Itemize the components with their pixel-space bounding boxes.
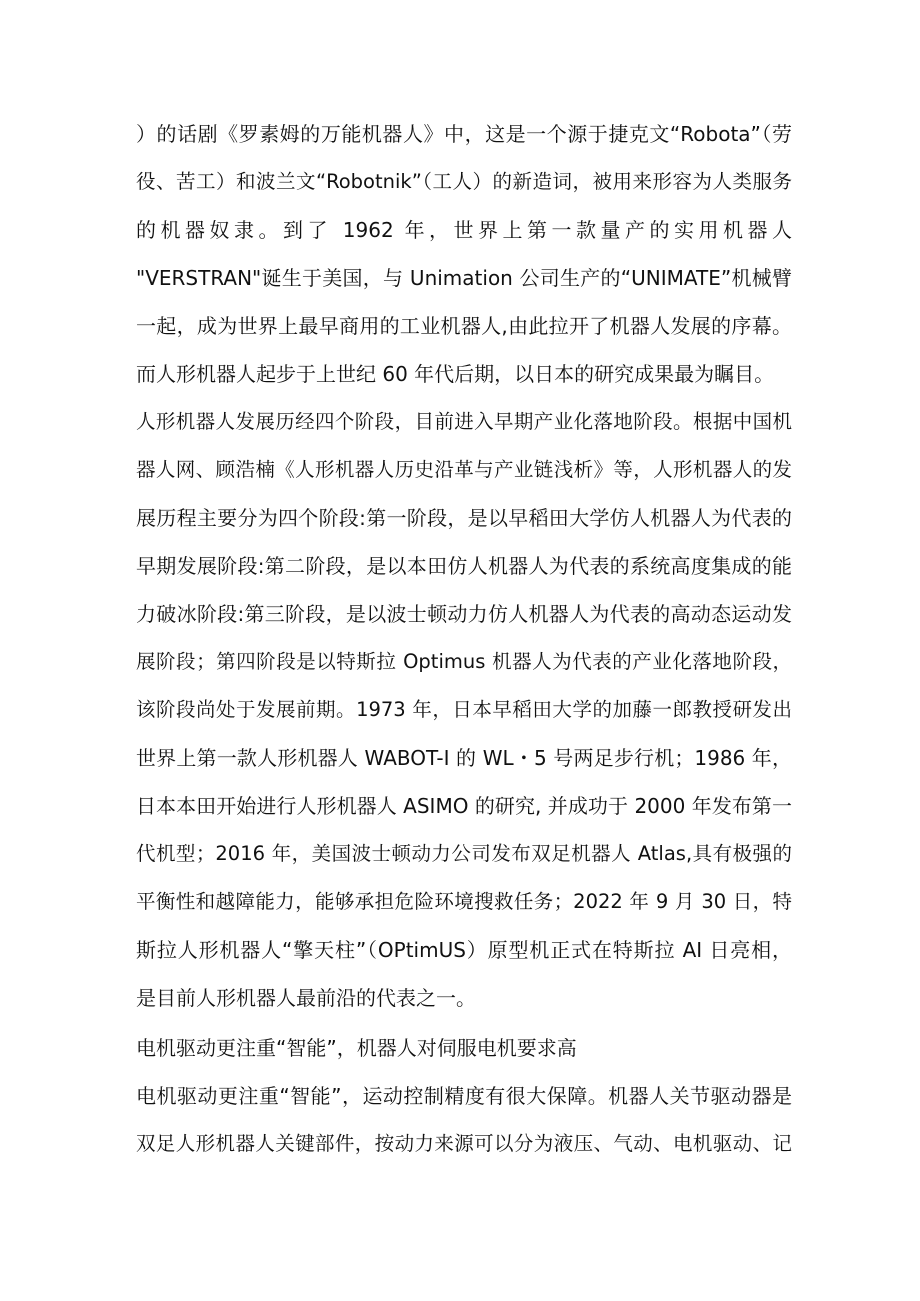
- paragraph-line: 展阶段；第四阶段是以特斯拉 Optimus 机器人为代表的产业化落地阶段，: [136, 650, 792, 673]
- paragraph-line: 是目前人形机器人最前沿的代表之一。: [136, 986, 476, 1010]
- paragraph-line: ）的话剧《罗素姆的万能机器人》中，这是一个源于捷克文“Robota”（劳: [136, 122, 792, 146]
- paragraph-line: 该阶段尚处于发展前期。1973 年，日本早稻田大学的加藤一郎教授研发出: [136, 698, 792, 721]
- paragraph-line: 代机型；2016 年，美国波士顿动力公司发布双足机器人 Atlas,具有极强的: [136, 842, 792, 865]
- paragraph-line: 力破冰阶段:第三阶段，是以波士顿动力仿人机器人为代表的高动态运动发: [136, 602, 792, 626]
- paragraph-line: 的机器奴隶。到了 1962 年，世界上第一款量产的实用机器人: [136, 218, 792, 242]
- paragraph-line: 而人形机器人起步于上世纪 60 年代后期，以日本的研究成果最为瞩目。: [136, 362, 775, 386]
- paragraph-line: 役、苦工）和波兰文“Robotnik”（工人）的新造词，被用来形容为人类服务: [136, 170, 792, 193]
- paragraph-line: 一起，成为世界上最早商用的工业机器人,由此拉开了机器人发展的序幕。: [136, 314, 792, 338]
- paragraph-line: "VERSTRAN"诞生于美国，与 Unimation 公司生产的“UNIMATE”机械臂: [136, 266, 792, 290]
- paragraph-line: 电机驱动更注重“智能”，运动控制精度有很大保障。机器人关节驱动器是: [136, 1084, 792, 1108]
- paragraph-line: 双足人形机器人关键部件，按动力来源可以分为液压、气动、电机驱动、记: [136, 1132, 792, 1155]
- paragraph-line: 平衡性和越障能力，能够承担危险环境搜救任务；2022 年 9 月 30 日，特: [136, 890, 792, 913]
- paragraph-line: 日本本田开始进行人形机器人 ASIMO 的研究, 并成功于 2000 年发布第一: [136, 794, 792, 818]
- section-heading: 电机驱动更注重“智能”，机器人对伺服电机要求高: [136, 1036, 577, 1060]
- paragraph-line: 器人网、顾浩楠《人形机器人历史沿革与产业链浅析》等，人形机器人的发: [136, 458, 792, 481]
- paragraph-line: 人形机器人发展历经四个阶段，目前进入早期产业化落地阶段。根据中国机: [136, 410, 792, 433]
- paragraph-line: 世界上第一款人形机器人 WABOT-I 的 WL・5 号两足步行机；1986 年，: [136, 746, 792, 770]
- paragraph-line: 展历程主要分为四个阶段:第一阶段，是以早稻田大学仿人机器人为代表的: [136, 506, 792, 530]
- paragraph-line: 早期发展阶段:第二阶段，是以本田仿人机器人为代表的系统高度集成的能: [136, 554, 792, 578]
- paragraph-line: 斯拉人形机器人“擎天柱”（OPtimUS）原型机正式在特斯拉 AI 日亮相，: [136, 938, 792, 962]
